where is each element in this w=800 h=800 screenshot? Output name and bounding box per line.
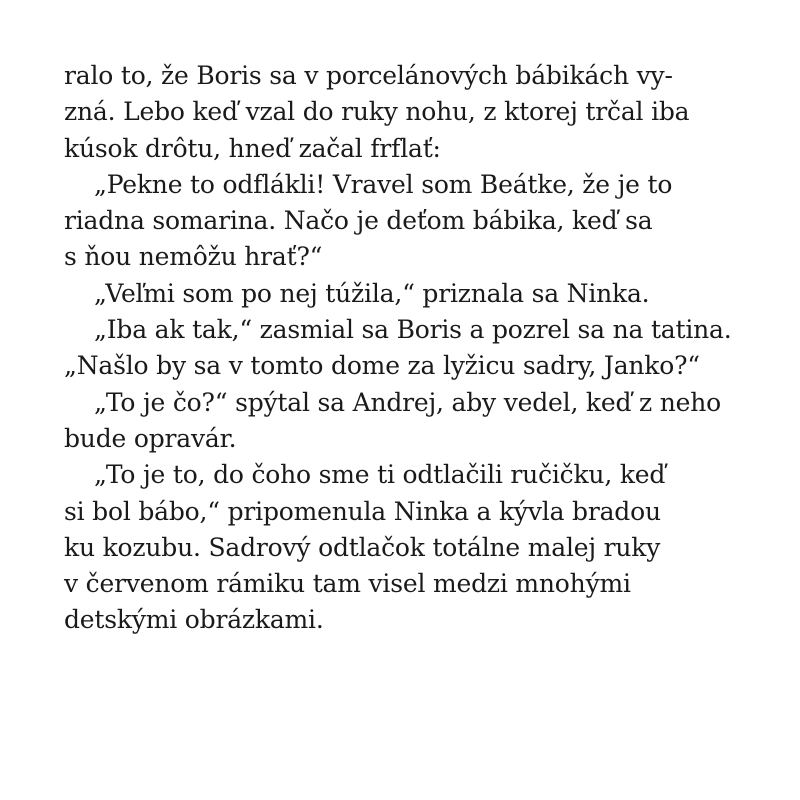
text-line-13: si bol bábo,“ pripomenula Ninka a kývla bradou: [64, 496, 661, 526]
text-line-2: zná. Lebo keď vzal do ruky nohu, z ktorej trčal iba: [64, 97, 690, 127]
text-line-6: s ňou nemôžu hrať?“: [64, 242, 323, 272]
text-line-7: „Veľmi som po nej túžila,“ priznala sa Ninka.: [94, 278, 650, 308]
text-line-10: „To je čo?“ spýtal sa Andrej, aby vedel, keď z neho: [94, 387, 721, 417]
text-line-14: ku kozubu. Sadrový odtlačok totálne malej ruky: [64, 532, 661, 562]
text-line-15: v červenom rámiku tam visel medzi mnohými: [64, 569, 631, 599]
text-line-3: kúsok drôtu, hneď začal frflať:: [64, 133, 441, 163]
text-line-12: „To je to, do čoho sme ti odtlačili ručičku, keď: [94, 460, 666, 490]
text-line-11: bude opravár.: [64, 423, 237, 453]
text-line-4: „Pekne to odflákli! Vravel som Beátke, že je to: [94, 169, 673, 199]
text-line-1: ralo to, že Boris sa v porcelánových bábikách vy-: [64, 61, 673, 90]
text-line-5: riadna somarina. Načo je deťom bábika, keď sa: [64, 206, 653, 236]
text-line-9: „Našlo by sa v tomto dome za lyžicu sadry, Janko?“: [64, 351, 700, 381]
text-line-16: detskými obrázkami.: [64, 605, 324, 635]
body-text: [64, 58, 744, 639]
text-line-8: „Iba ak tak,“ zasmial sa Boris a pozrel sa na tatina.: [94, 315, 732, 345]
